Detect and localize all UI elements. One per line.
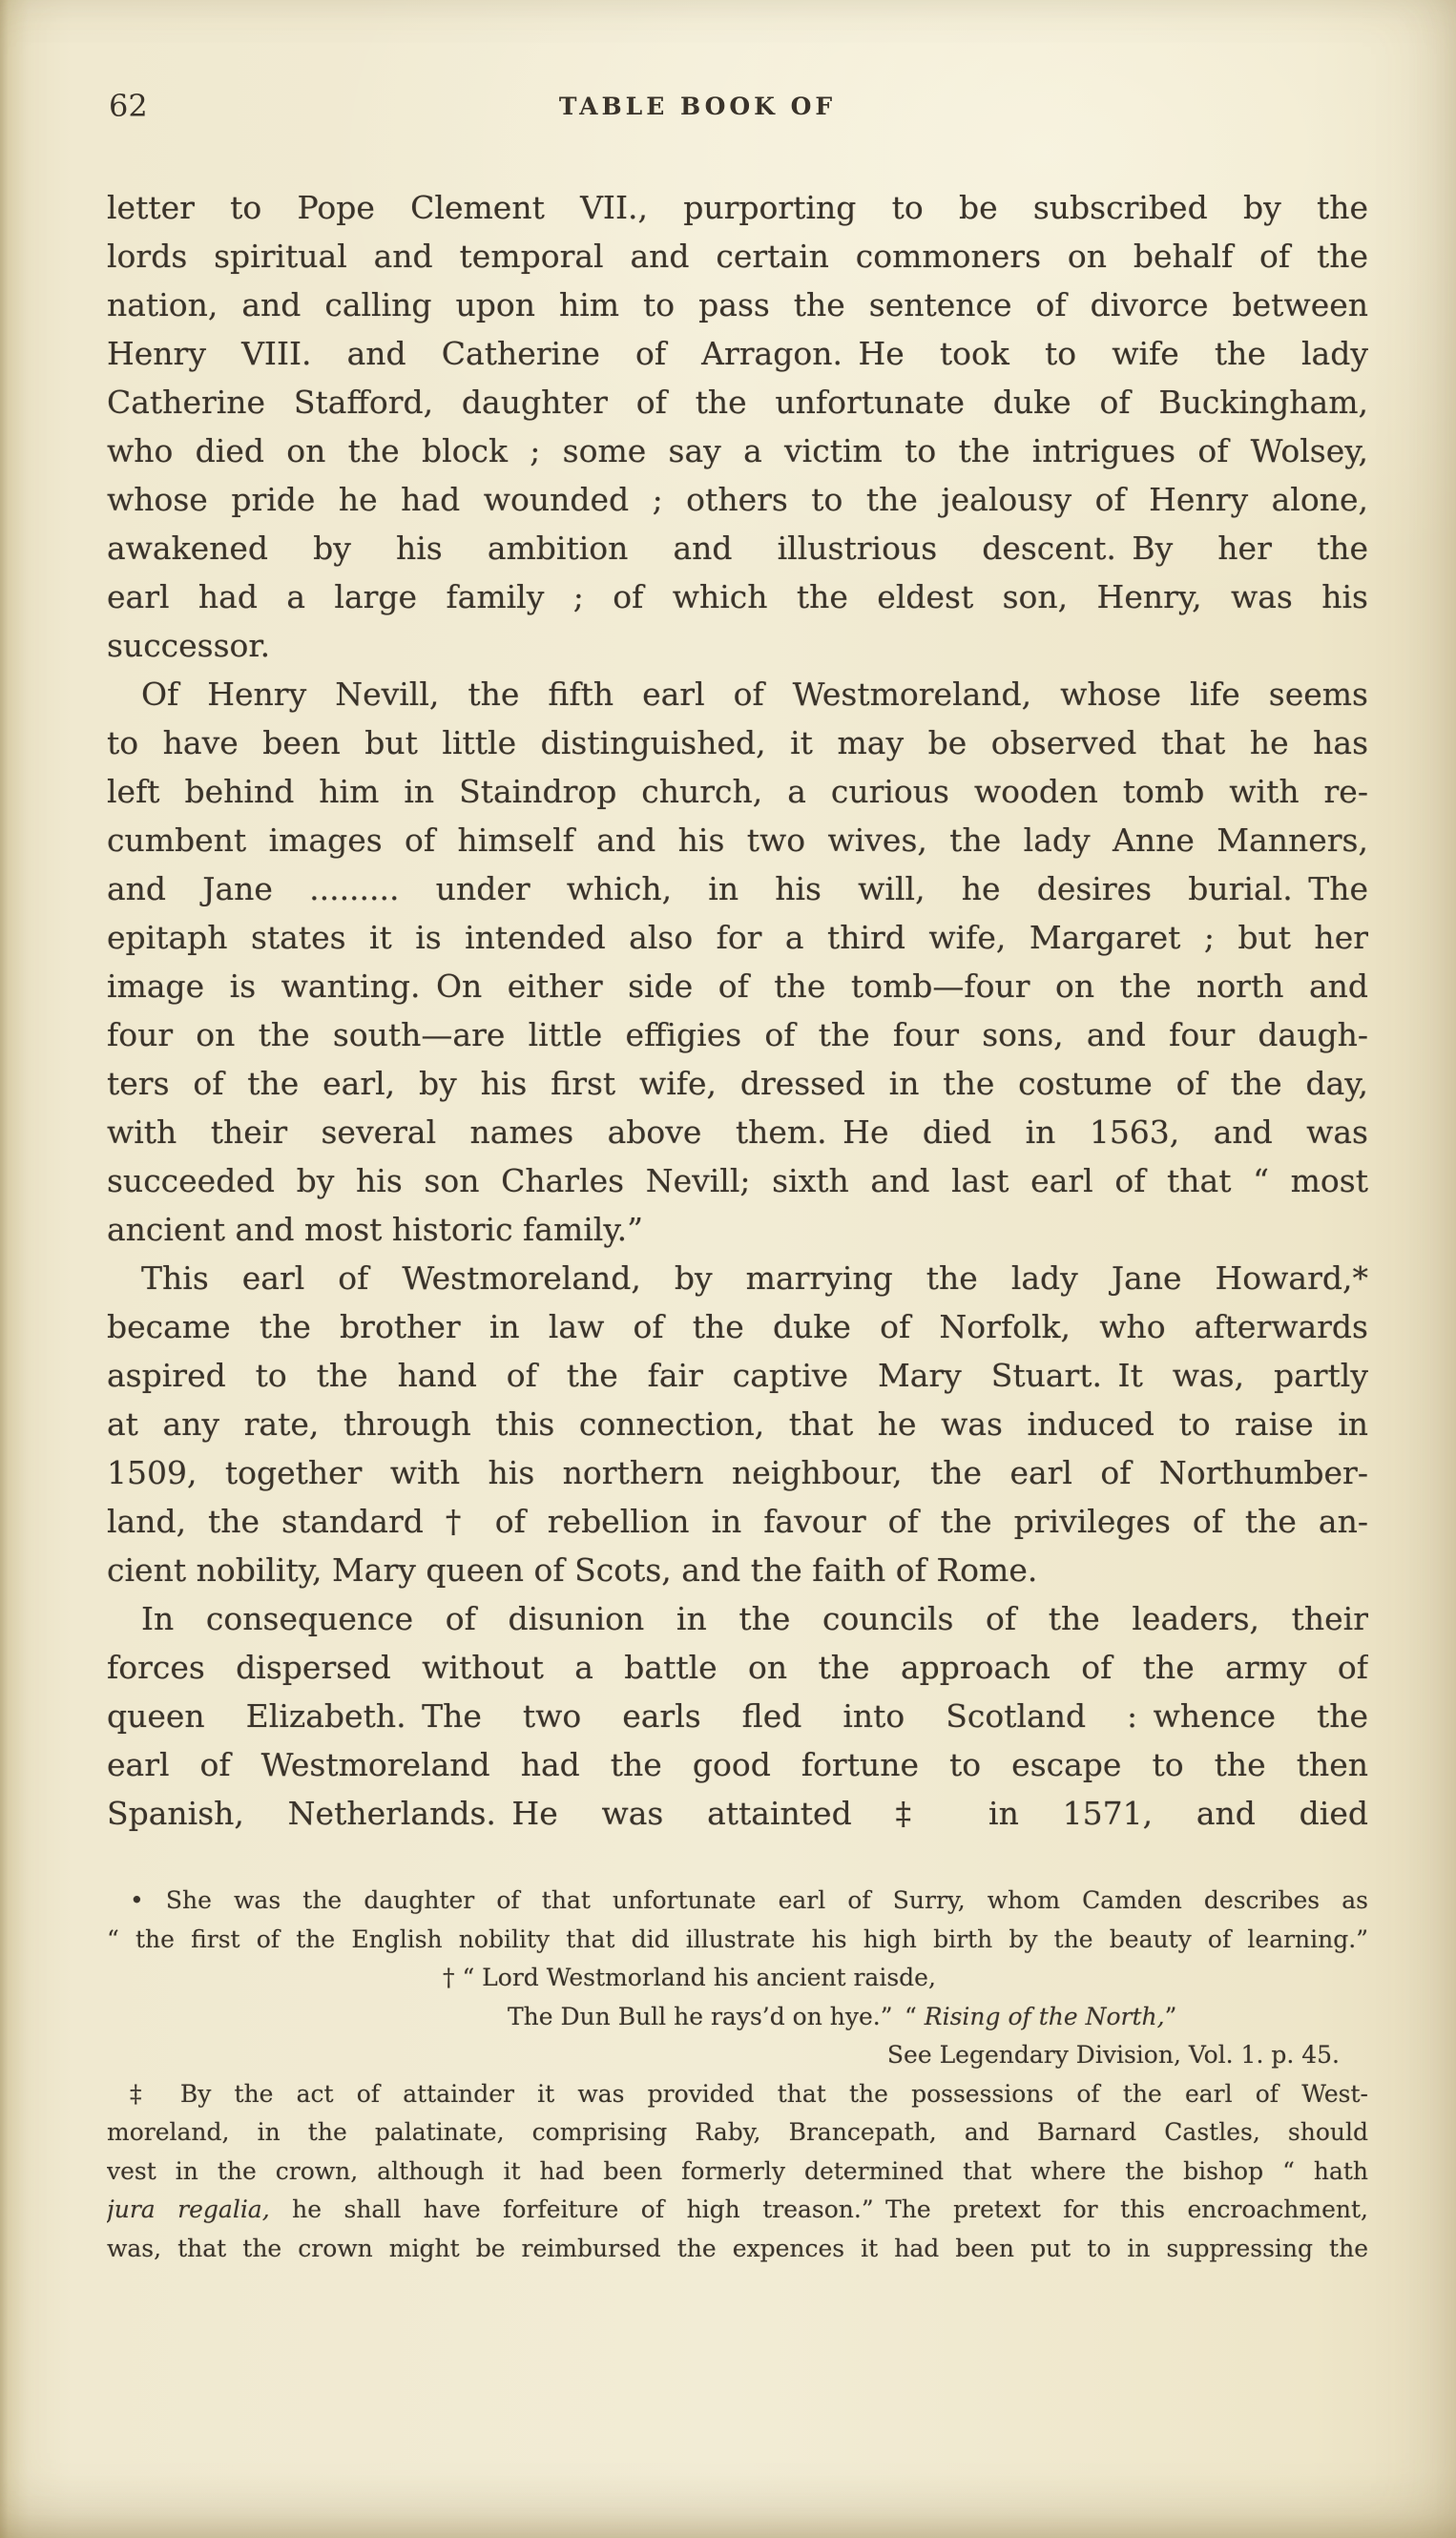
text-line: cumbent images of himself and his two wives, the lady Anne Manners, xyxy=(107,822,1368,859)
text-line: epitaph states it is intended also for a third wife, Margaret ; but her xyxy=(107,919,1368,956)
text-line: Of Henry Nevill, the fifth earl of Westmoreland, whose life seems xyxy=(141,676,1368,713)
footnote-text: The Dun Bull he rays’d on hye.” “ xyxy=(508,2002,925,2030)
footnote-line xyxy=(107,1882,1368,1921)
footnote-text: was, that the crown might be reimbursed the expences it had been put to in suppressing the xyxy=(107,2234,1368,2262)
footnote-line xyxy=(107,2036,1368,2075)
footnote-line xyxy=(107,2153,1368,2192)
text-line: Catherine Stafford, daughter of the unfortunate duke of Buckingham, xyxy=(107,384,1368,421)
paragraph xyxy=(107,1254,1368,1594)
text-line: earl had a large family ; of which the eldest son, Henry, was his xyxy=(107,578,1368,615)
text-line: at any rate, through this connection, that he was induced to raise in xyxy=(107,1405,1368,1443)
text-line: land, the standard † of rebellion in favour of the privileges of the an- xyxy=(107,1503,1368,1540)
text-line: with their several names above them. He died in 1563, and was xyxy=(107,1113,1368,1151)
footnote-text: “ the first of the English nobility that did illustrate his high birth by the beauty of learning.” xyxy=(107,1924,1368,1953)
page-header xyxy=(107,88,1368,130)
footnote-line xyxy=(107,2075,1368,2114)
text-line: forces dispersed without a battle on the approach of the army of xyxy=(107,1649,1368,1686)
text-line: awakened by his ambition and illustrious descent. By her the xyxy=(107,530,1368,567)
text-line: lords spiritual and temporal and certain commoners on behalf of the xyxy=(107,238,1368,275)
text-line: whose pride he had wounded ; others to the jealousy of Henry alone, xyxy=(107,481,1368,518)
text-line: queen Elizabeth. The two earls fled into Scotland : whence the xyxy=(107,1697,1368,1735)
text-line: succeeded by his son Charles Nevill; sixth and last earl of that “ most xyxy=(107,1162,1368,1199)
text-line: earl of Westmoreland had the good fortune to escape to the then xyxy=(107,1746,1368,1783)
page-number: 62 xyxy=(109,88,148,124)
text-line: This earl of Westmoreland, by marrying the lady Jane Howard,* xyxy=(141,1259,1368,1297)
text-line: ancient and most historic family.” xyxy=(107,1211,643,1248)
footnote-italic-text: Rising of the North, xyxy=(924,2002,1165,2030)
footnote-text: ‡ By the act of attainder it was provided that the possessions of the earl of West- xyxy=(130,2079,1368,2108)
footnote-text: See Legendary Division, Vol. 1. p. 45. xyxy=(886,2041,1340,2069)
footnote-line xyxy=(107,1998,1368,2037)
footnote-text: ” xyxy=(1164,2002,1177,2030)
text-line: to have been but little distinguished, it may be observed that he has xyxy=(107,724,1368,761)
footnote-text: † “ Lord Westmorland his ancient raisde, xyxy=(443,1964,936,1991)
footnote-italic-text: jura regalia, xyxy=(107,2195,270,2223)
footnote-text: • She was the daughter of that unfortunate earl of Surry, whom Camden describes as xyxy=(130,1886,1368,1914)
text-line: Spanish, Netherlands. He was attainted ‡ in 1571, and died xyxy=(107,1795,1368,1832)
footnote-text: moreland, in the palatinate, comprising Raby, Brancepath, and Barnard Castles, should xyxy=(107,2118,1368,2146)
text-line: and Jane ......... under which, in his will, he desires burial. The xyxy=(107,870,1368,907)
running-title: TABLE BOOK OF xyxy=(558,93,837,120)
text-line: four on the south—are little effigies of the four sons, and four daugh- xyxy=(107,1016,1368,1053)
body-text xyxy=(107,183,1368,1838)
footnote-line xyxy=(107,2113,1368,2153)
text-line: ters of the earl, by his first wife, dressed in the costume of the day, xyxy=(107,1065,1368,1102)
paragraph xyxy=(107,670,1368,1254)
text-line: aspired to the hand of the fair captive Mary Stuart. It was, partly xyxy=(107,1357,1368,1394)
text-line: 1509, together with his northern neighbour, the earl of Northumber- xyxy=(107,1454,1368,1491)
footnote-line xyxy=(107,2191,1368,2230)
text-line: became the brother in law of the duke of Norfolk, who afterwards xyxy=(107,1308,1368,1345)
paragraph xyxy=(107,1594,1368,1838)
footnote-line xyxy=(107,2230,1368,2269)
text-line: nation, and calling upon him to pass the sentence of divorce between xyxy=(107,286,1368,323)
text-line: who died on the block ; some say a victim to the intrigues of Wolsey, xyxy=(107,432,1368,469)
text-line: left behind him in Staindrop church, a curious wooden tomb with re- xyxy=(107,773,1368,810)
text-line: letter to Pope Clement VII., purporting to be subscribed by the xyxy=(107,189,1368,226)
footnote-line xyxy=(107,1959,1368,1998)
footnote-text: vest in the crown, although it had been formerly determined that where the bishop “ hath xyxy=(107,2156,1368,2185)
footnote-line xyxy=(107,1921,1368,1960)
text-line: Henry VIII. and Catherine of Arragon. He took to wife the lady xyxy=(107,335,1368,372)
footnote-text: he shall have forfeiture of high treason.” The pretext for this encroachment, xyxy=(269,2195,1368,2223)
footnotes xyxy=(107,1882,1368,2268)
text-line: In consequence of disunion in the councils of the leaders, their xyxy=(141,1600,1368,1637)
text-line: cient nobility, Mary queen of Scots, and the faith of Rome. xyxy=(107,1551,1038,1589)
paragraph xyxy=(107,183,1368,670)
text-line: successor. xyxy=(107,627,271,664)
text-line: image is wanting. On either side of the tomb—four on the north and xyxy=(107,967,1368,1005)
